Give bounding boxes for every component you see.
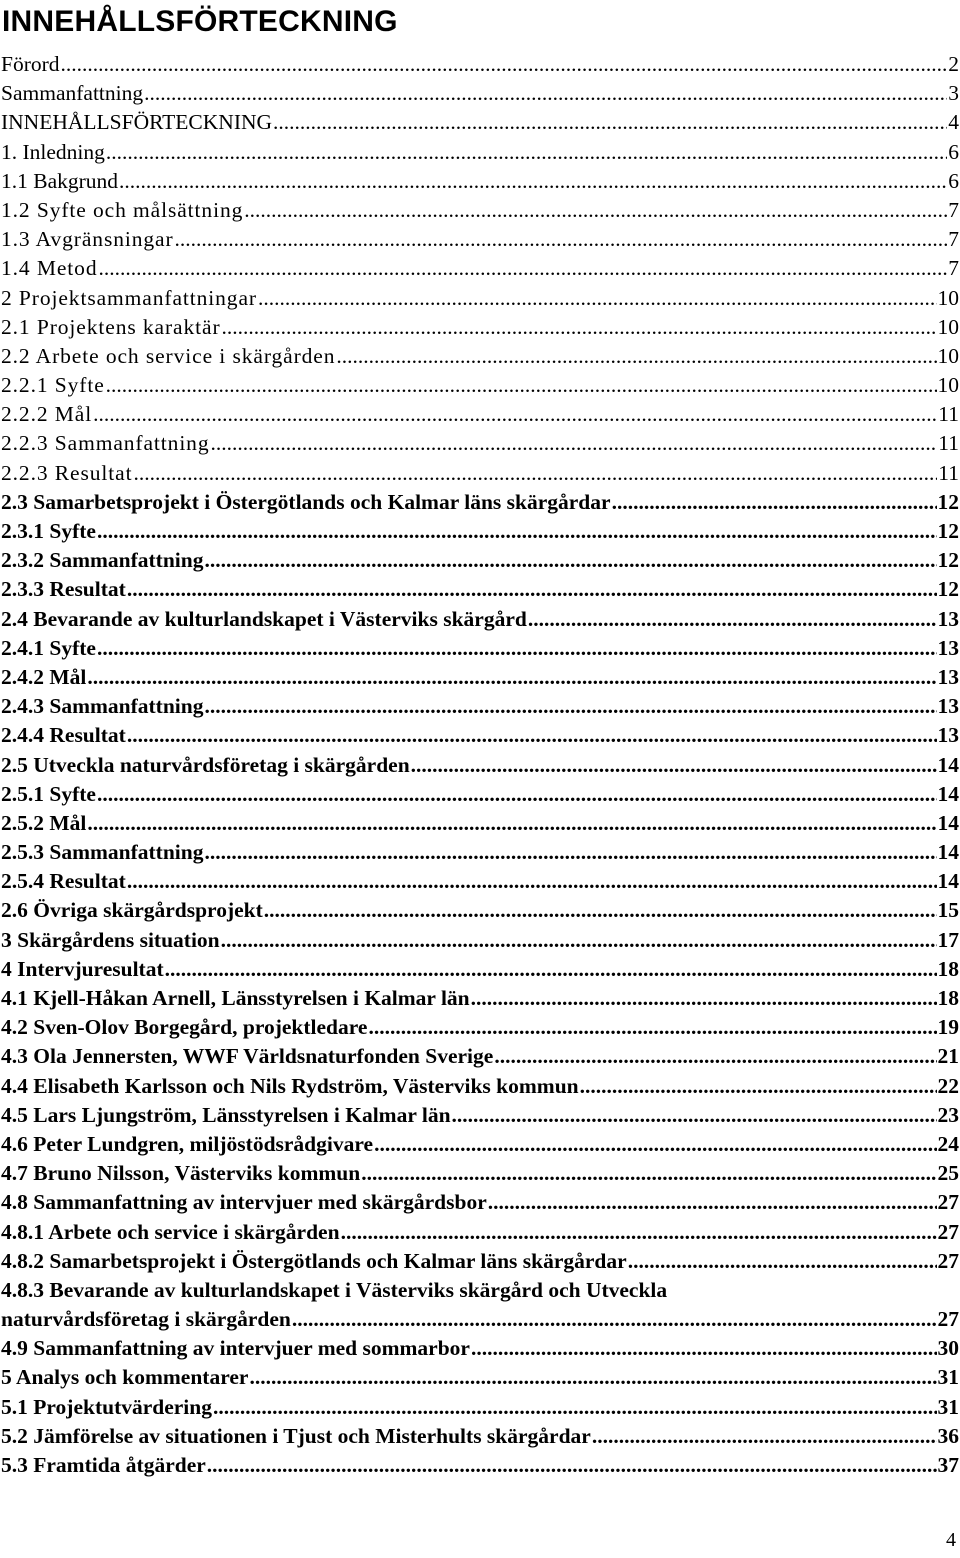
toc-entry-title: 4.3 Ola Jennersten, WWF Världsnaturfonden Sverige	[1, 1044, 494, 1069]
toc-entry[interactable]	[1, 546, 959, 575]
toc-entry-title: 2.1 Projektens karaktär	[1, 314, 221, 339]
toc-entry[interactable]	[1, 751, 959, 780]
toc-entry-page: 30	[937, 1336, 959, 1361]
toc-entry-title: 2.5.4 Resultat	[1, 869, 126, 894]
toc-entry[interactable]	[1, 809, 959, 838]
toc-entry[interactable]	[1, 663, 959, 692]
toc-entry-title: 2.3.2 Sammanfattning	[1, 548, 204, 573]
toc-dot-leader	[97, 780, 937, 809]
toc-entry[interactable]	[1, 79, 959, 108]
toc-dot-leader	[127, 867, 937, 896]
toc-entry[interactable]	[1, 196, 959, 225]
toc-dot-leader	[221, 926, 937, 955]
toc-entry-page: 6	[948, 168, 959, 193]
toc-dot-leader	[612, 488, 937, 517]
toc-entry-page: 31	[937, 1394, 959, 1419]
toc-dot-leader	[106, 138, 947, 167]
toc-entry-page: 31	[937, 1365, 959, 1390]
toc-entry[interactable]	[1, 342, 959, 371]
toc-entry-page: 13	[937, 606, 959, 631]
toc-dot-leader	[628, 1247, 937, 1276]
toc-entry-page: 14	[937, 781, 959, 806]
toc-entry[interactable]	[1, 838, 959, 867]
toc-dot-leader	[244, 196, 947, 225]
toc-entry-page: 13	[937, 664, 959, 689]
toc-entry[interactable]	[1, 634, 959, 663]
toc-entry-page: 14	[937, 752, 959, 777]
toc-entry-page: 19	[937, 1015, 959, 1040]
toc-entry[interactable]	[1, 575, 959, 604]
toc-dot-leader	[93, 400, 937, 429]
toc-entry-page: 14	[937, 869, 959, 894]
toc-entry-page: 14	[937, 810, 959, 835]
toc-entry-page: 27	[937, 1307, 959, 1332]
toc-dot-leader	[98, 254, 947, 283]
toc-entry[interactable]	[1, 867, 959, 896]
toc-dot-leader	[249, 1363, 936, 1392]
toc-entry[interactable]	[1, 1247, 959, 1276]
toc-entry-title: 4.1 Kjell-Håkan Arnell, Länsstyrelsen i Kalmar län	[1, 986, 470, 1010]
toc-dot-leader	[204, 838, 936, 867]
toc-entry-page: 11	[938, 460, 959, 485]
toc-entry-page: 4	[948, 110, 959, 135]
toc-entry[interactable]	[1, 167, 959, 196]
page-number: 4	[946, 1529, 956, 1551]
toc-entry-page: 37	[937, 1453, 959, 1478]
toc-entry-page: 12	[937, 519, 959, 543]
toc-entry-page: 23	[937, 1102, 959, 1127]
toc-dot-leader	[264, 896, 937, 925]
toc-entry-title: 4.6 Peter Lundgren, miljöstödsrådgivare	[1, 1131, 374, 1156]
toc-entry-page: 7	[948, 256, 959, 281]
toc-entry-title: 2.2.2 Mål	[1, 402, 93, 427]
toc-entry-title: 2.2 Arbete och service i skärgården	[1, 343, 336, 368]
toc-entry-page: 2	[948, 52, 959, 76]
toc-entry-title: 4.4 Elisabeth Karlsson och Nils Rydström, Västerviks kommun	[1, 1073, 579, 1098]
toc-entry[interactable]	[1, 1276, 959, 1334]
toc-entry[interactable]	[1, 517, 959, 546]
toc-entry-title: 4.5 Lars Ljungström, Länsstyrelsen i Kalmar län	[1, 1102, 451, 1127]
toc-entry-title: 4.8.2 Samarbetsprojekt i Östergötlands och Kalmar läns skärgårdar	[1, 1248, 627, 1273]
toc-dot-leader	[292, 1305, 937, 1334]
toc-dot-leader	[471, 1334, 937, 1363]
toc-entry-page: 14	[937, 840, 959, 865]
toc-entry-page: 17	[937, 927, 959, 952]
toc-entry-page: 24	[937, 1131, 959, 1156]
toc-entry-page: 36	[937, 1423, 959, 1448]
toc-dot-leader	[97, 517, 937, 546]
toc-entry-title: 1.4 Metod	[1, 256, 98, 281]
toc-entry-page: 13	[937, 694, 959, 719]
toc-entry[interactable]	[1, 1013, 959, 1042]
toc-entry-title: 2.2.1 Syfte	[1, 373, 105, 398]
toc-entry[interactable]	[1, 488, 959, 517]
toc-entry[interactable]	[1, 459, 959, 488]
toc-entry-title: 2.3.3 Resultat	[1, 577, 126, 602]
toc-dot-leader	[106, 371, 937, 400]
toc-entry-title: 2.5.3 Sammanfattning	[1, 840, 204, 865]
toc-entry[interactable]	[1, 108, 959, 137]
toc-dot-leader	[580, 1072, 937, 1101]
toc-entry[interactable]	[1, 955, 959, 984]
toc-entry[interactable]	[1, 138, 959, 167]
toc-entry[interactable]	[1, 1451, 959, 1480]
toc-entry-page: 10	[937, 343, 959, 368]
toc-entry[interactable]	[1, 1422, 959, 1451]
table-of-contents	[1, 50, 959, 1480]
toc-entry-page: 18	[937, 956, 959, 981]
toc-dot-leader	[204, 692, 936, 721]
toc-heading: INNEHÅLLSFÖRTECKNING	[2, 5, 398, 38]
toc-entry-title: 5 Analys och kommentarer	[1, 1365, 249, 1390]
toc-dot-leader	[97, 634, 937, 663]
toc-entry-page: 27	[937, 1190, 959, 1215]
toc-entry-page: 11	[938, 402, 959, 427]
toc-entry-page: 15	[937, 898, 959, 923]
toc-entry-title: 2.2.3 Resultat	[1, 460, 133, 485]
toc-entry-title: 2.5.2 Mål	[1, 810, 87, 835]
toc-dot-leader	[494, 1042, 936, 1071]
toc-entry[interactable]	[1, 1334, 959, 1363]
toc-entry-title: 1.2 Syfte och målsättning	[1, 197, 244, 222]
toc-entry[interactable]	[1, 721, 959, 750]
toc-dot-leader	[361, 1159, 936, 1188]
toc-entry[interactable]	[1, 1218, 959, 1247]
toc-entry-title: 4.8 Sammanfattning av intervjuer med skärgårdsbor	[1, 1190, 487, 1215]
toc-entry-page: 22	[937, 1073, 959, 1098]
toc-entry-page: 27	[937, 1219, 959, 1244]
toc-entry[interactable]	[1, 1072, 959, 1101]
toc-dot-leader	[273, 108, 947, 137]
toc-dot-leader	[207, 1451, 937, 1480]
toc-entry[interactable]	[1, 984, 959, 1013]
toc-entry-page: 10	[937, 285, 959, 310]
toc-entry-title: 1. Inledning	[1, 139, 105, 164]
toc-entry[interactable]	[1, 1130, 959, 1159]
toc-entry-title: 4.8.3 Bevarande av kulturlandskapet i Västerviks skärgård och Utveckla	[1, 1277, 668, 1302]
toc-entry[interactable]	[1, 429, 959, 458]
toc-entry-title: 4 Intervjuresultat	[1, 956, 164, 981]
toc-dot-leader	[119, 167, 947, 196]
toc-entry-page: 3	[948, 81, 959, 106]
toc-entry-title: 1.1 Bakgrund	[1, 168, 119, 193]
toc-dot-leader	[258, 284, 937, 313]
toc-dot-leader	[222, 313, 937, 342]
toc-entry[interactable]	[1, 780, 959, 809]
toc-entry-title: 2 Projektsammanfattningar	[1, 285, 257, 310]
toc-dot-leader	[592, 1422, 937, 1451]
toc-entry-title: INNEHÅLLSFÖRTECKNING	[1, 110, 273, 135]
toc-entry[interactable]	[1, 371, 959, 400]
toc-dot-leader	[61, 50, 948, 79]
toc-entry-page: 10	[937, 373, 959, 398]
toc-entry-page: 7	[948, 197, 959, 222]
toc-entry-title: 5.3 Framtida åtgärder	[1, 1453, 206, 1478]
toc-entry-title: 2.4.3 Sammanfattning	[1, 694, 204, 719]
toc-entry[interactable]	[1, 313, 959, 342]
toc-entry-page: 10	[937, 314, 959, 339]
toc-entry[interactable]	[1, 1159, 959, 1188]
toc-dot-leader	[127, 721, 937, 750]
toc-entry-title: 2.4.4 Resultat	[1, 723, 126, 748]
toc-dot-leader	[411, 751, 937, 780]
toc-entry-page: 13	[937, 635, 959, 660]
toc-entry-title: 1.3 Avgränsningar	[1, 227, 174, 252]
toc-entry-title: 3 Skärgårdens situation	[1, 927, 220, 952]
toc-entry[interactable]	[1, 1042, 959, 1071]
toc-entry-page: 25	[937, 1161, 959, 1186]
toc-dot-leader	[165, 955, 937, 984]
toc-entry-title: 2.4.2 Mål	[1, 664, 87, 689]
toc-entry-title: 2.4 Bevarande av kulturlandskapet i Västerviks skärgård	[1, 606, 527, 631]
toc-entry-title: 5.1 Projektutvärdering	[1, 1394, 212, 1419]
toc-dot-leader	[528, 605, 937, 634]
toc-entry-title: 2.4.1 Syfte	[1, 635, 96, 660]
toc-entry-title: 2.2.3 Sammanfattning	[1, 431, 210, 456]
toc-entry-title: 2.6 Övriga skärgårdsprojekt	[1, 898, 263, 923]
toc-dot-leader	[211, 429, 938, 458]
toc-entry-page: 13	[937, 723, 959, 748]
toc-entry-page: 12	[937, 489, 959, 514]
toc-entry-title: 5.2 Jämförelse av situationen i Tjust och Misterhults skärgårdar	[1, 1423, 591, 1448]
toc-dot-leader	[374, 1130, 936, 1159]
toc-entry-page: 7	[948, 227, 959, 252]
toc-dot-leader	[87, 663, 936, 692]
toc-entry-title-continuation: naturvårdsföretag i skärgården	[1, 1307, 291, 1332]
toc-dot-leader	[488, 1188, 937, 1217]
toc-entry[interactable]	[1, 1101, 959, 1130]
toc-dot-leader	[452, 1101, 937, 1130]
toc-entry-title: 4.8.1 Arbete och service i skärgården	[1, 1219, 340, 1244]
toc-dot-leader	[133, 459, 937, 488]
toc-entry-title: Förord	[1, 52, 60, 76]
toc-entry-page: 27	[937, 1248, 959, 1273]
toc-dot-leader	[204, 546, 936, 575]
toc-entry-page: 12	[937, 577, 959, 602]
toc-entry[interactable]	[1, 692, 959, 721]
toc-entry-page: 12	[937, 548, 959, 573]
toc-entry-page: 6	[948, 139, 959, 164]
toc-dot-leader	[341, 1218, 937, 1247]
toc-entry[interactable]	[1, 50, 959, 79]
toc-entry-page: 11	[938, 431, 959, 456]
toc-dot-leader	[175, 225, 948, 254]
toc-dot-leader	[471, 984, 937, 1013]
toc-entry[interactable]	[1, 1393, 959, 1422]
toc-entry-title: 2.3 Samarbetsprojekt i Östergötlands och Kalmar läns skärgårdar	[1, 489, 611, 514]
toc-entry-title: 2.3.1 Syfte	[1, 519, 96, 543]
toc-entry-title: 2.5 Utveckla naturvårdsföretag i skärgården	[1, 752, 410, 777]
toc-entry-title: 4.9 Sammanfattning av intervjuer med sommarbor	[1, 1336, 470, 1361]
toc-entry[interactable]	[1, 284, 959, 313]
toc-entry[interactable]	[1, 896, 959, 925]
toc-entry[interactable]	[1, 254, 959, 283]
toc-entry-title: 4.7 Bruno Nilsson, Västerviks kommun	[1, 1161, 361, 1186]
toc-dot-leader	[213, 1393, 937, 1422]
toc-entry-page: 21	[937, 1044, 959, 1069]
toc-entry[interactable]	[1, 1188, 959, 1217]
toc-entry[interactable]	[1, 225, 959, 254]
toc-dot-leader	[144, 79, 947, 108]
toc-entry[interactable]	[1, 400, 959, 429]
toc-entry[interactable]	[1, 1363, 959, 1392]
toc-entry[interactable]	[1, 926, 959, 955]
toc-dot-leader	[87, 809, 936, 838]
toc-entry-page: 18	[937, 986, 959, 1010]
toc-entry-title: 4.2 Sven-Olov Borgegård, projektledare	[1, 1015, 368, 1040]
toc-entry-title: 2.5.1 Syfte	[1, 781, 96, 806]
toc-entry-title: Sammanfattning	[1, 81, 144, 106]
toc-dot-leader	[127, 575, 937, 604]
toc-entry[interactable]	[1, 605, 959, 634]
toc-dot-leader	[368, 1013, 936, 1042]
toc-dot-leader	[336, 342, 936, 371]
